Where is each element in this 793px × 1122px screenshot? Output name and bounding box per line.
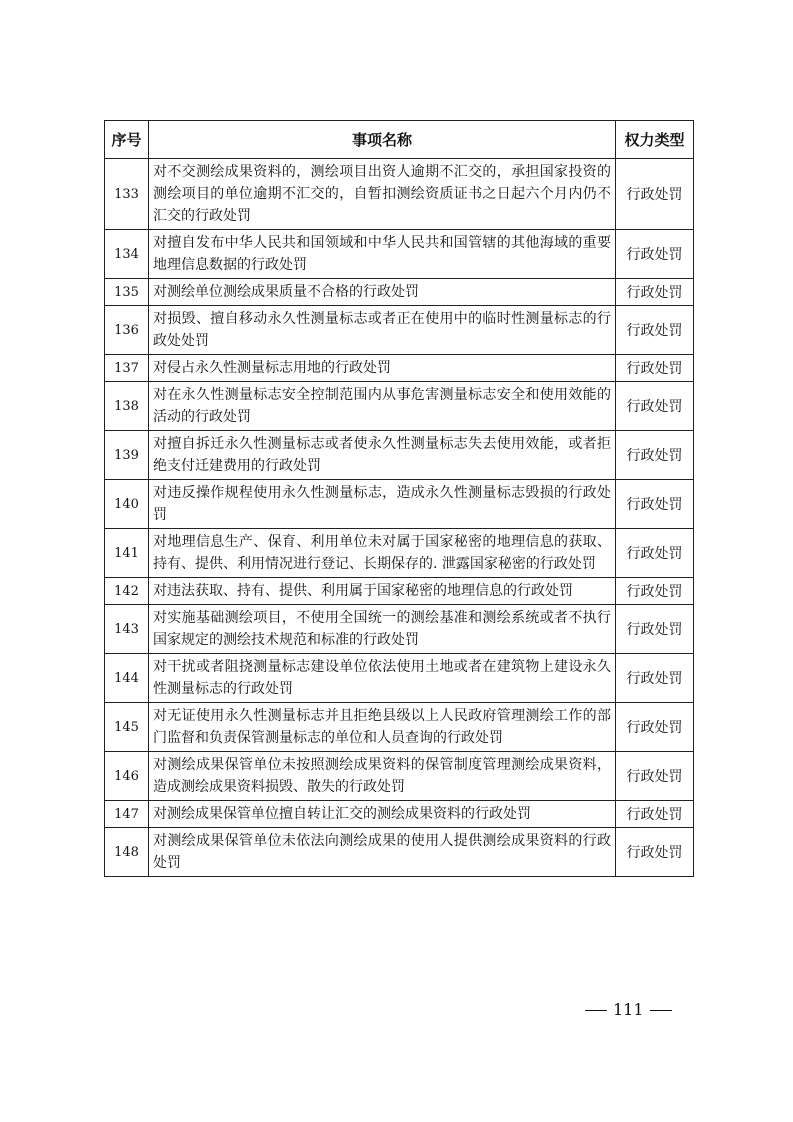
table-row [105,605,694,654]
table-header-row [105,121,694,159]
row-item-name: 对违法获取、持有、提供、利用属于国家秘密的地理信息的行政处罚 [149,578,616,605]
row-number: 140 [105,480,149,529]
table-row [105,828,694,877]
table-row [105,529,694,578]
row-number: 141 [105,529,149,578]
row-power-type: 行政处罚 [616,654,694,703]
row-number: 148 [105,828,149,877]
row-power-type: 行政处罚 [616,529,694,578]
row-item-name: 对在永久性测量标志安全控制范围内从事危害测量标志安全和使用效能的活动的行政处罚 [149,382,616,431]
header-name: 事项名称 [149,121,616,159]
row-number: 133 [105,159,149,230]
row-number: 147 [105,801,149,828]
table-row [105,355,694,382]
row-power-type: 行政处罚 [616,279,694,306]
row-power-type: 行政处罚 [616,382,694,431]
table-row [105,306,694,355]
header-num: 序号 [105,121,149,159]
table-row [105,159,694,230]
page-footer [585,1000,672,1019]
row-number: 145 [105,703,149,752]
row-item-name: 对测绘成果保管单位未按照测绘成果资料的保管制度管理测绘成果资料，造成测绘成果资料损毁、散失的行政处罚 [149,752,616,801]
row-number: 146 [105,752,149,801]
table-row [105,801,694,828]
row-number: 134 [105,230,149,279]
row-item-name: 对违反操作规程使用永久性测量标志，造成永久性测量标志毁损的行政处罚 [149,480,616,529]
row-number: 137 [105,355,149,382]
row-power-type: 行政处罚 [616,801,694,828]
row-number: 136 [105,306,149,355]
table-row [105,230,694,279]
row-item-name: 对实施基础测绘项目，不使用全国统一的测绘基准和测绘系统或者不执行国家规定的测绘技术规范和标准的行政处罚 [149,605,616,654]
header-type: 权力类型 [616,121,694,159]
table-row [105,382,694,431]
table-body [105,159,694,877]
row-power-type: 行政处罚 [616,703,694,752]
row-item-name: 对地理信息生产、保育、利用单位未对属于国家秘密的地理信息的获取、持有、提供、利用情况进行登记、长期保存的. 泄露国家秘密的行政处罚 [149,529,616,578]
table-row [105,654,694,703]
row-number: 135 [105,279,149,306]
table-row [105,431,694,480]
row-power-type: 行政处罚 [616,306,694,355]
row-number: 144 [105,654,149,703]
row-item-name: 对干扰或者阻挠测量标志建设单位依法使用土地或者在建筑物上建设永久性测量标志的行政处罚 [149,654,616,703]
row-item-name: 对测绘单位测绘成果质量不合格的行政处罚 [149,279,616,306]
row-number: 139 [105,431,149,480]
row-power-type: 行政处罚 [616,605,694,654]
row-power-type: 行政处罚 [616,355,694,382]
row-power-type: 行政处罚 [616,752,694,801]
dash-right [650,1010,672,1011]
row-power-type: 行政处罚 [616,828,694,877]
row-number: 143 [105,605,149,654]
row-power-type: 行政处罚 [616,480,694,529]
row-item-name: 对测绘成果保管单位未依法向测绘成果的使用人提供测绘成果资料的行政处罚 [149,828,616,877]
row-power-type: 行政处罚 [616,578,694,605]
dash-left [585,1010,607,1011]
row-item-name: 对擅自发布中华人民共和国领域和中华人民共和国管辖的其他海域的重要地理信息数据的行政处罚 [149,230,616,279]
page-number: 111 [613,1000,644,1019]
table-row [105,480,694,529]
row-item-name: 对擅自拆迁永久性测量标志或者使永久性测量标志失去使用效能，或者拒绝支付迁建费用的行政处罚 [149,431,616,480]
row-item-name: 对不交测绘成果资料的，测绘项目出资人逾期不汇交的，承担国家投资的测绘项目的单位逾期不汇交的，自暂扣测绘资质证书之日起六个月内仍不汇交的行政处罚 [149,159,616,230]
table-row [105,279,694,306]
row-number: 138 [105,382,149,431]
row-item-name: 对无证使用永久性测量标志并且拒绝县级以上人民政府管理测绘工作的部门监督和负责保管测量标志的单位和人员查询的行政处罚 [149,703,616,752]
row-power-type: 行政处罚 [616,431,694,480]
row-item-name: 对测绘成果保管单位擅自转让汇交的测绘成果资料的行政处罚 [149,801,616,828]
row-power-type: 行政处罚 [616,230,694,279]
row-item-name: 对损毁、擅自移动永久性测量标志或者正在使用中的临时性测量标志的行政处处罚 [149,306,616,355]
items-table [104,120,694,877]
table-row [105,578,694,605]
row-number: 142 [105,578,149,605]
row-item-name: 对侵占永久性测量标志用地的行政处罚 [149,355,616,382]
row-power-type: 行政处罚 [616,159,694,230]
table-row [105,752,694,801]
table-row [105,703,694,752]
